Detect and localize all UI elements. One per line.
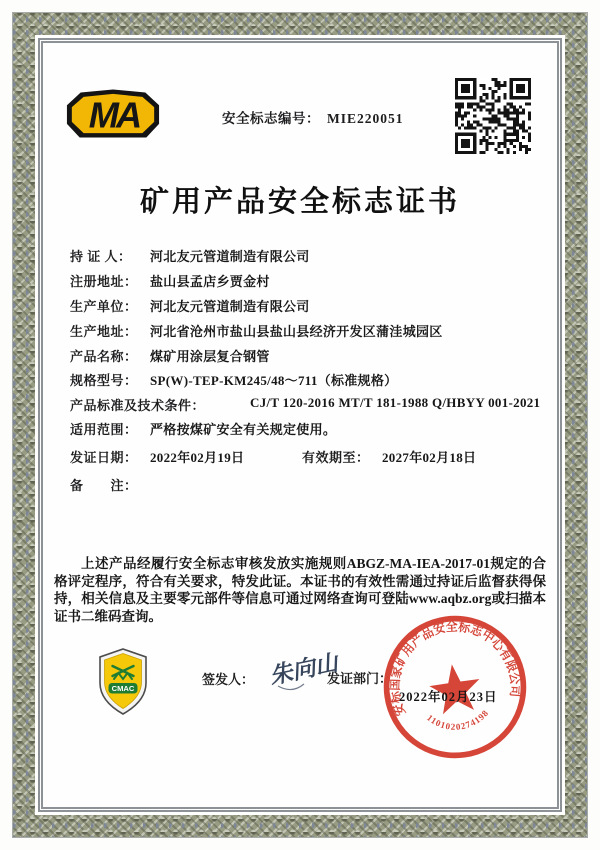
field-row-scope (70, 419, 546, 438)
field-value: CJ/T 120-2016 MT/T 181-1988 Q/HBYY 001-2021 (250, 395, 541, 410)
seal-ring-text: 安标国家矿用产品安全标志中心有限公司 (386, 618, 524, 719)
field-row-reg-address (70, 271, 546, 290)
remark-label: 备 注： (70, 478, 138, 493)
field-row-model-spec (70, 370, 546, 389)
field-row-manufacturer (70, 296, 546, 315)
field-label: 持 证 人： (70, 249, 132, 264)
field-value: 盐山县孟店乡贾金村 (150, 274, 270, 289)
field-row-standards (70, 395, 546, 414)
field-label: 规格型号： (70, 373, 138, 388)
valid-until-label: 有效期至： (302, 450, 370, 465)
field-row-product-name (70, 346, 546, 365)
ma-logo-text: MA (88, 94, 140, 136)
certificate-number (222, 107, 404, 127)
page-title: 矿用产品安全标志证书 (139, 186, 460, 218)
statement-text: 上述产品经履行安全标志审核发放实施规则ABGZ-MA-IEA-2017-01规定的合格评定程序，符合有关要求，特发此证。本证书的有效性需通过持证后监督获得保持，相关信息及主要零元部件等信息可通过网络查询可登陆www.aqbz.org或扫描本证书二维码查询。 (54, 556, 546, 624)
issue-date (70, 447, 244, 466)
field-value: 严格按煤矿安全有关规定使用。 (150, 422, 337, 437)
cmac-label: CMAC (111, 684, 135, 693)
issue-date-label: 发证日期： (70, 450, 138, 465)
field-label: 生产单位： (70, 299, 138, 314)
field-value: 河北友元管道制造有限公司 (150, 249, 310, 264)
field-label: 产品标准及技术条件： (70, 398, 206, 413)
field-value: 河北友元管道制造有限公司 (150, 299, 310, 314)
svg-text:1101020274198 (424, 704, 492, 736)
field-value: 河北省沧州市盐山县盐山县经济开发区蒲洼城园区 (150, 324, 443, 339)
field-row-holder (70, 246, 546, 265)
qr-code (455, 78, 531, 154)
signer-label: 签发人： (202, 672, 255, 687)
issue-date-value: 2022年02月19日 (150, 450, 245, 465)
ma-safety-mark-logo (64, 86, 162, 144)
field-row-prod-address (70, 321, 546, 340)
cmac-badge (97, 647, 149, 717)
field-value: 煤矿用涂层复合钢管 (150, 349, 270, 364)
ma-logo-icon (64, 86, 162, 144)
signature-text: 朱向山 (267, 650, 341, 689)
seal-date: 2022年02月23日 (399, 690, 498, 704)
field-label: 产品名称： (70, 349, 138, 364)
issuing-dept-label: 发证部门： (327, 671, 393, 686)
field-value: SP(W)-TEP-KM245/48～711（标准规格） (150, 373, 398, 388)
field-label: 生产地址： (70, 324, 138, 339)
field-label: 注册地址： (70, 274, 138, 289)
valid-until-value: 2027年02月18日 (382, 450, 477, 465)
field-label: 适用范围： (70, 422, 138, 437)
certificate-number-label: 安全标志编号： (222, 111, 320, 126)
qr-code-icon (455, 78, 531, 154)
valid-until (302, 447, 476, 466)
cmac-shield-icon (97, 647, 149, 717)
seal-number: 1101020274198 (425, 707, 491, 732)
remark-row (70, 475, 546, 494)
certificate-number-value: MIE220051 (327, 111, 404, 126)
